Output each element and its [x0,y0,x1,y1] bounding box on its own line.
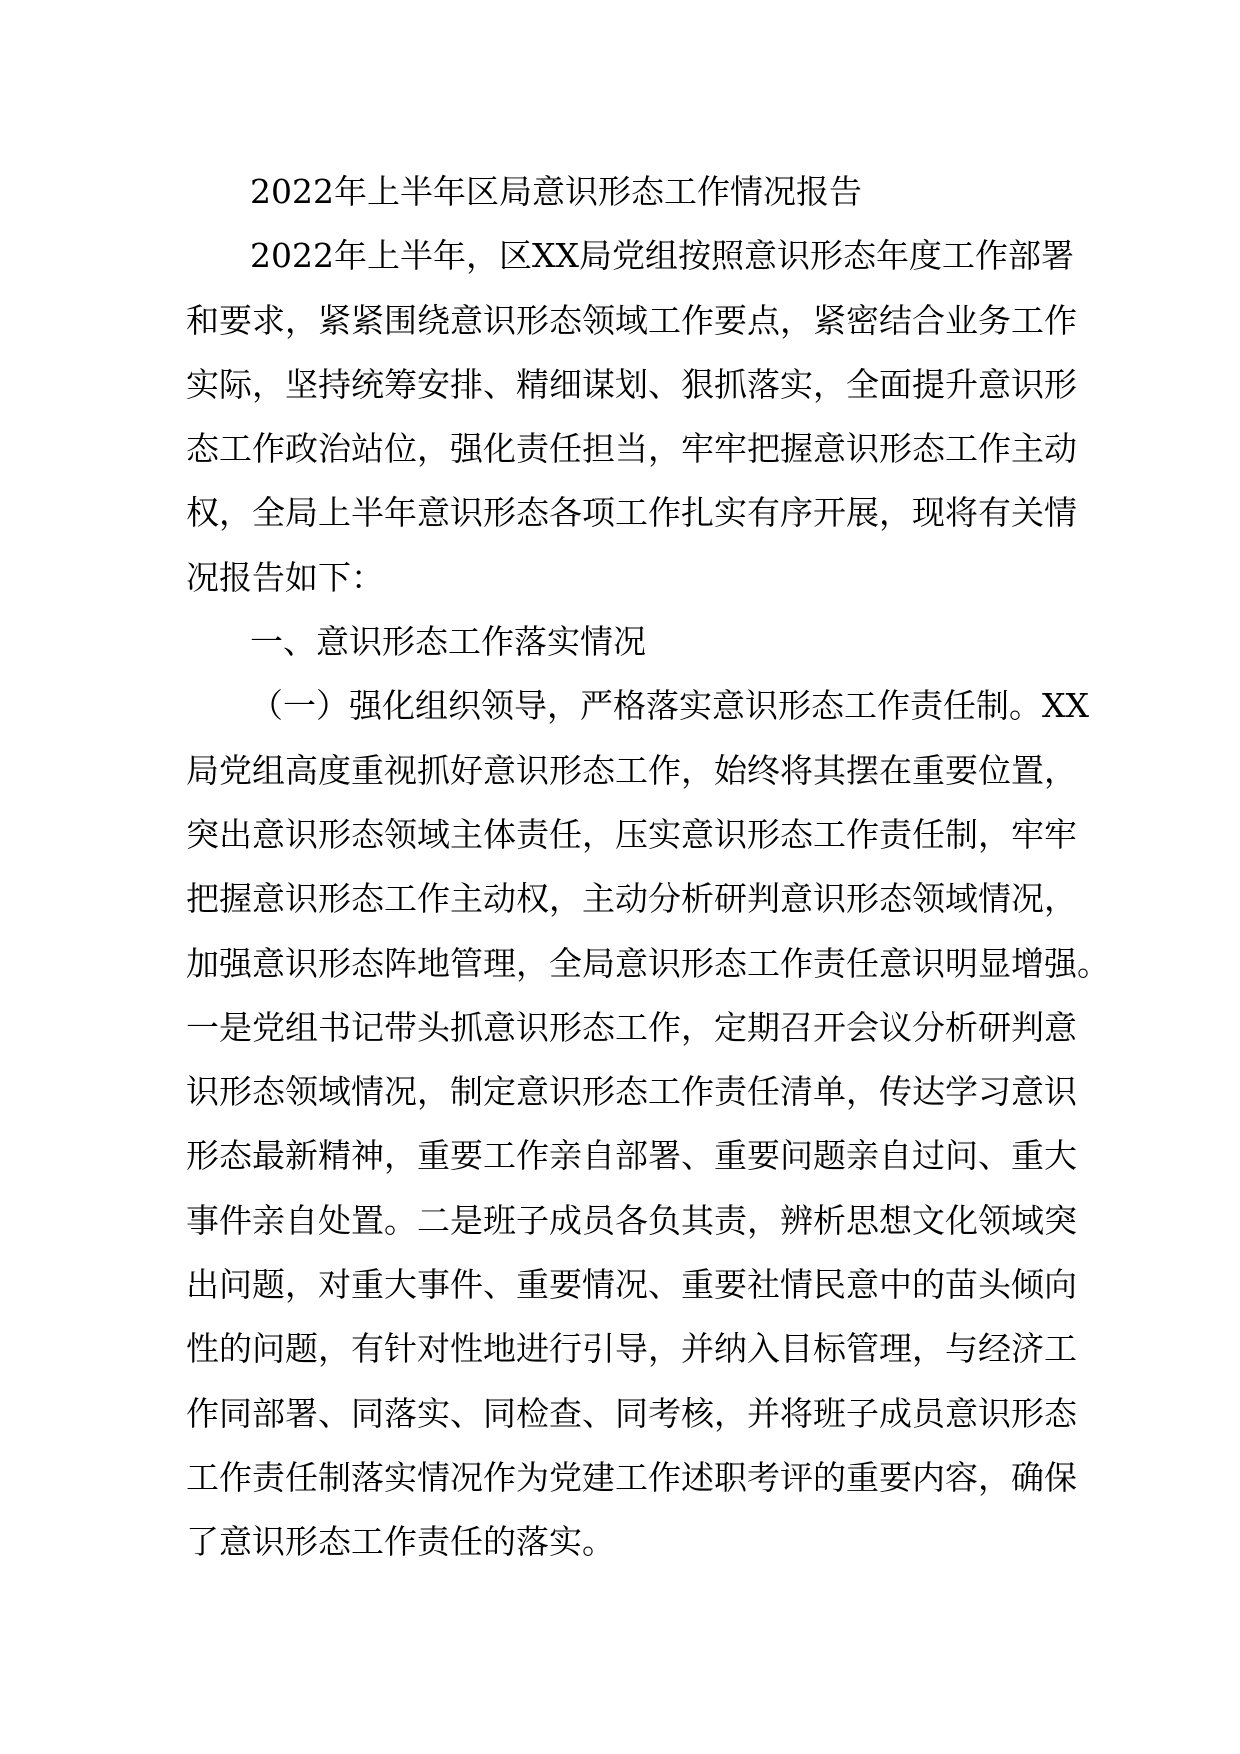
subsection-line: 突出意识形态领域主体责任，压实意识形态工作责任制，牢牢 [186,814,1077,854]
subsection-line: 形态最新精神，重要工作亲自部署、重要问题亲自过问、重大 [186,1136,1077,1176]
subsection-line: 把握意识形态工作主动权，主动分析研判意识形态领域情况， [186,879,1077,919]
section-heading: 一、意识形态工作落实情况 [250,622,646,662]
subsection-line: 出问题，对重大事件、重要情况、重要社情民意中的苗头倾向 [186,1265,1077,1305]
intro-line: 权，全局上半年意识形态各项工作扎实有序开展，现将有关情 [186,493,1077,533]
subsection-line: 一是党组书记带头抓意识形态工作，定期召开会议分析研判意 [186,1007,1077,1047]
document-body [186,160,1110,1575]
intro-line: 2022年上半年，区XX局党组按照意识形态年度工作部署 [250,236,1074,276]
subsection-paragraph [186,674,1110,1574]
subsection-line: （一）强化组织领导，严格落实意识形态工作责任制。XX [250,686,1089,726]
subsection-line: 性的问题，有针对性地进行引导，并纳入目标管理，与经济工 [186,1329,1077,1369]
intro-line: 况报告如下： [186,557,384,597]
subsection-line: 加强意识形态阵地管理，全局意识形态工作责任意识明显增强。 [186,943,1110,983]
subsection-line: 了意识形态工作责任的落实。 [186,1522,615,1562]
subsection-line: 工作责任制落实情况作为党建工作述职考评的重要内容，确保 [186,1457,1077,1497]
intro-line: 态工作政治站位，强化责任担当，牢牢把握意识形态工作主动 [186,429,1077,469]
subsection-line: 作同部署、同落实、同检查、同考核，并将班子成员意识形态 [186,1393,1077,1433]
subsection-line: 局党组高度重视抓好意识形态工作，始终将其摆在重要位置， [186,750,1077,790]
intro-line: 实际，坚持统筹安排、精细谋划、狠抓落实，全面提升意识形 [186,364,1077,404]
subsection-line: 事件亲自处置。二是班子成员各负其责，辨析思想文化领域突 [186,1200,1077,1240]
document-title: 2022年上半年区局意识形态工作情况报告 [250,172,862,211]
subsection-line: 识形态领域情况，制定意识形态工作责任清单，传达学习意识 [186,1072,1077,1112]
intro-paragraph [186,224,1077,610]
intro-line: 和要求，紧紧围绕意识形态领域工作要点，紧密结合业务工作 [186,300,1077,340]
